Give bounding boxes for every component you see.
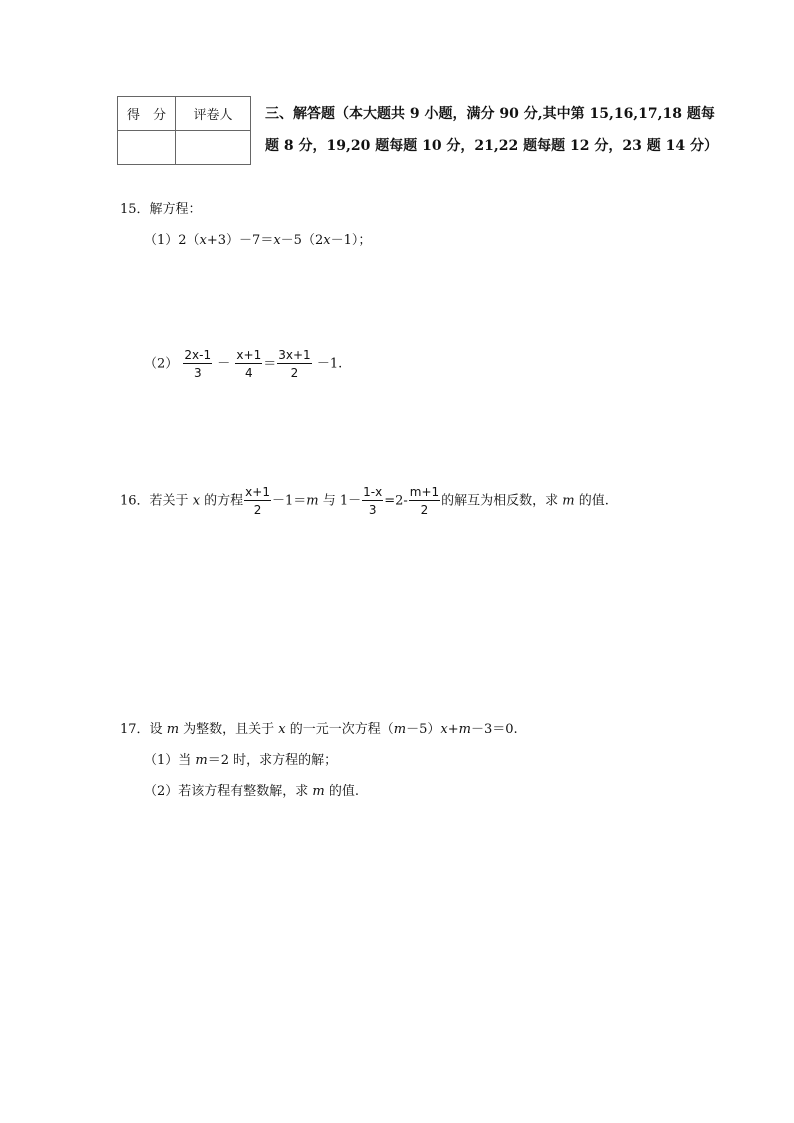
section-heading-line1: 三、解答题（本大题共 9 小题，满分 90 分,其中第 15,16,17,18 题每 [265, 106, 715, 122]
q15-part1: （1）2（x+3）－7＝x－5（2x－1）； [144, 233, 372, 248]
q16-question: 16．若关于 x 的方程 $\frac{x+1}{2}$ －1＝m 与 1－ $\frac{1-x}{3}$ =2- $\frac{m+1}{2}$ 的解互为相反数，求 m 的值. [120, 485, 609, 517]
q17-question: 17．设 m 为整数，且关于 x 的一元一次方程（m－5）x+m－3＝0. [120, 722, 518, 737]
fraction: $\frac{1-x}{3}$ [363, 485, 383, 517]
fraction: $\frac{x+1}{4}$ [236, 348, 262, 380]
fraction: $\frac{x+1}{2}$ [245, 485, 270, 517]
q15-title: 15．解方程： [120, 202, 202, 217]
fraction: $\frac{m+1}{2}$ [409, 485, 440, 517]
grader-header: 评卷人 [176, 97, 251, 131]
section-heading-line2: 题 8 分，19,20 题每题 10 分，21,22 题每题 12 分，23 题 14 分） [265, 138, 718, 154]
score-header: 得 分 [118, 97, 176, 131]
score-table [117, 96, 251, 165]
q17-part1: （1）当 m＝2 时，求方程的解； [144, 753, 338, 768]
q15-part2: （2） $\frac{2x-1}{3}$ － $\frac{x+1}{4}$ ＝ $\frac{3x+1}{2}$ －1. [144, 348, 343, 380]
fraction: $\frac{3x+1}{2}$ [278, 348, 311, 380]
score-cell [118, 131, 176, 165]
fraction: $\frac{2x-1}{3}$ [184, 348, 212, 380]
grader-cell [176, 131, 251, 165]
q17-part2: （2）若该方程有整数解，求 m 的值. [144, 784, 359, 799]
